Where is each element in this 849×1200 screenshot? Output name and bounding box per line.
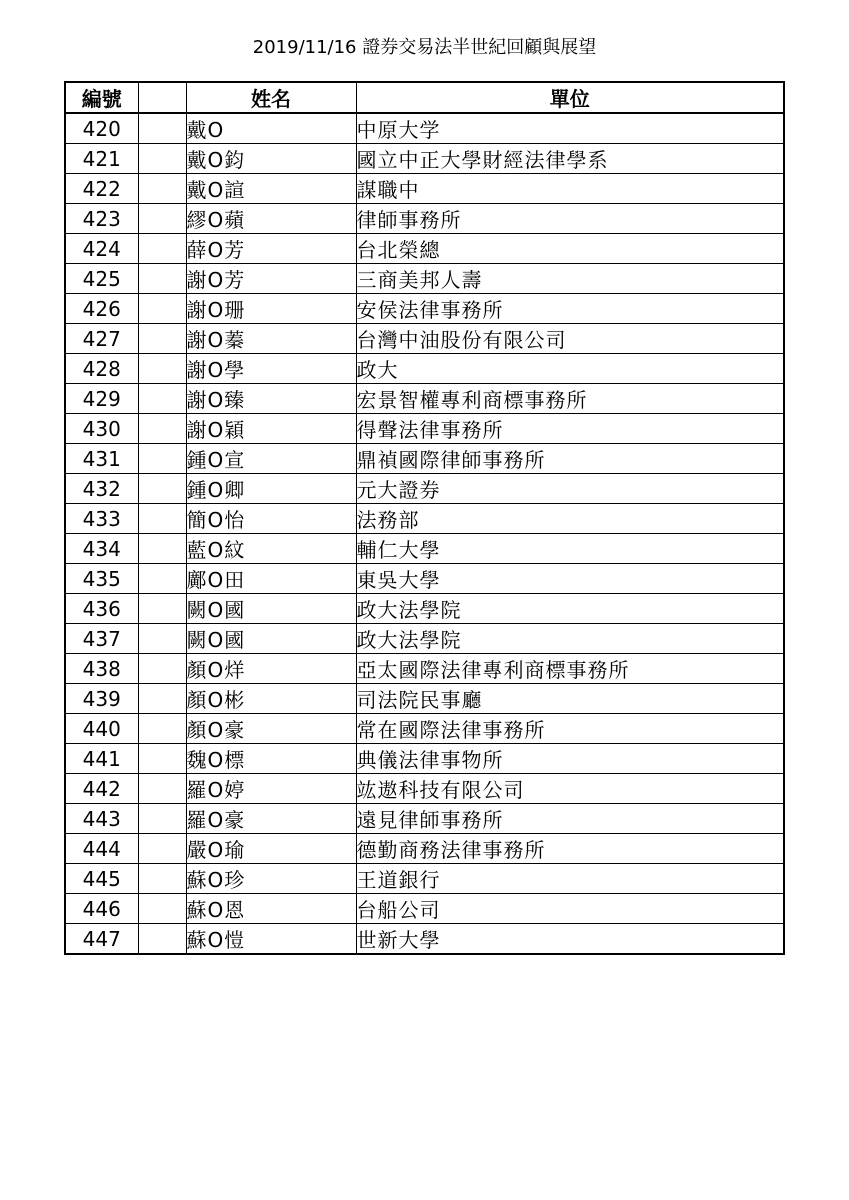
attendee-table <box>64 81 785 955</box>
row-blank-cell <box>138 234 186 264</box>
row-number: 426 <box>65 294 138 324</box>
row-blank-cell <box>138 174 186 204</box>
row-number: 435 <box>65 564 138 594</box>
row-blank-cell <box>138 924 186 955</box>
row-name: 簡O怡 <box>186 504 356 534</box>
row-number: 443 <box>65 804 138 834</box>
row-name: 薛O芳 <box>186 234 356 264</box>
table-row <box>65 504 784 534</box>
row-unit: 元大證券 <box>356 474 784 504</box>
row-blank-cell <box>138 714 186 744</box>
table-body <box>65 113 784 954</box>
row-unit: 政大 <box>356 354 784 384</box>
row-unit: 典儀法律事物所 <box>356 744 784 774</box>
table-row <box>65 204 784 234</box>
row-number: 437 <box>65 624 138 654</box>
row-name: 謝O蓁 <box>186 324 356 354</box>
table-row <box>65 174 784 204</box>
row-name: 蘇O恩 <box>186 894 356 924</box>
row-name: 戴O鈞 <box>186 144 356 174</box>
table-row <box>65 864 784 894</box>
row-blank-cell <box>138 354 186 384</box>
row-blank-cell <box>138 744 186 774</box>
row-name: 顏O豪 <box>186 714 356 744</box>
row-blank-cell <box>138 504 186 534</box>
table-row <box>65 234 784 264</box>
table-row <box>65 834 784 864</box>
row-name: 謝O珊 <box>186 294 356 324</box>
row-blank-cell <box>138 564 186 594</box>
row-unit: 鼎禎國際律師事務所 <box>356 444 784 474</box>
row-name: 嚴O瑜 <box>186 834 356 864</box>
table-row <box>65 534 784 564</box>
table-row <box>65 414 784 444</box>
row-number: 440 <box>65 714 138 744</box>
row-number: 424 <box>65 234 138 264</box>
row-name: 鄺O田 <box>186 564 356 594</box>
row-number: 422 <box>65 174 138 204</box>
row-blank-cell <box>138 113 186 144</box>
table-row <box>65 564 784 594</box>
row-blank-cell <box>138 294 186 324</box>
table-row <box>65 894 784 924</box>
row-unit: 政大法學院 <box>356 594 784 624</box>
row-number: 444 <box>65 834 138 864</box>
row-number: 432 <box>65 474 138 504</box>
table-row <box>65 354 784 384</box>
row-number: 436 <box>65 594 138 624</box>
row-unit: 政大法學院 <box>356 624 784 654</box>
row-name: 戴O諠 <box>186 174 356 204</box>
row-unit: 輔仁大學 <box>356 534 784 564</box>
row-number: 421 <box>65 144 138 174</box>
row-name: 謝O學 <box>186 354 356 384</box>
row-name: 謝O臻 <box>186 384 356 414</box>
table-row <box>65 264 784 294</box>
row-blank-cell <box>138 534 186 564</box>
row-name: 羅O婷 <box>186 774 356 804</box>
table-row <box>65 474 784 504</box>
row-name: 謝O芳 <box>186 264 356 294</box>
row-blank-cell <box>138 624 186 654</box>
table-row <box>65 594 784 624</box>
row-name: 藍O紋 <box>186 534 356 564</box>
row-blank-cell <box>138 654 186 684</box>
row-blank-cell <box>138 474 186 504</box>
row-blank-cell <box>138 264 186 294</box>
row-number: 423 <box>65 204 138 234</box>
row-unit: 律師事務所 <box>356 204 784 234</box>
table-header-row <box>65 82 784 113</box>
row-name: 羅O豪 <box>186 804 356 834</box>
row-number: 433 <box>65 504 138 534</box>
table-row <box>65 324 784 354</box>
table-row <box>65 144 784 174</box>
row-blank-cell <box>138 144 186 174</box>
row-name: 蘇O愷 <box>186 924 356 955</box>
row-number: 438 <box>65 654 138 684</box>
row-number: 420 <box>65 113 138 144</box>
table-row <box>65 804 784 834</box>
table-row <box>65 113 784 144</box>
row-number: 428 <box>65 354 138 384</box>
row-number: 427 <box>65 324 138 354</box>
row-name: 顏O烊 <box>186 654 356 684</box>
table-row <box>65 744 784 774</box>
row-unit: 世新大學 <box>356 924 784 955</box>
row-blank-cell <box>138 384 186 414</box>
table-row <box>65 654 784 684</box>
table-row <box>65 294 784 324</box>
row-number: 442 <box>65 774 138 804</box>
row-number: 445 <box>65 864 138 894</box>
row-unit: 德勤商務法律事務所 <box>356 834 784 864</box>
row-blank-cell <box>138 444 186 474</box>
row-unit: 安侯法律事務所 <box>356 294 784 324</box>
row-name: 闕O國 <box>186 594 356 624</box>
row-unit: 國立中正大學財經法律學系 <box>356 144 784 174</box>
row-name: 蘇O珍 <box>186 864 356 894</box>
row-number: 425 <box>65 264 138 294</box>
row-unit: 司法院民事廳 <box>356 684 784 714</box>
row-blank-cell <box>138 834 186 864</box>
row-name: 繆O蘋 <box>186 204 356 234</box>
table-row <box>65 714 784 744</box>
row-unit: 王道銀行 <box>356 864 784 894</box>
row-name: 鍾O卿 <box>186 474 356 504</box>
row-blank-cell <box>138 804 186 834</box>
row-blank-cell <box>138 684 186 714</box>
row-unit: 台船公司 <box>356 894 784 924</box>
row-blank-cell <box>138 414 186 444</box>
row-name: 戴O <box>186 113 356 144</box>
header-name: 姓名 <box>186 82 356 113</box>
header-unit: 單位 <box>356 82 784 113</box>
row-unit: 得聲法律事務所 <box>356 414 784 444</box>
row-blank-cell <box>138 774 186 804</box>
row-unit: 三商美邦人壽 <box>356 264 784 294</box>
table-row <box>65 684 784 714</box>
row-blank-cell <box>138 864 186 894</box>
row-unit: 中原大学 <box>356 113 784 144</box>
row-number: 441 <box>65 744 138 774</box>
row-unit: 謀職中 <box>356 174 784 204</box>
row-number: 430 <box>65 414 138 444</box>
row-blank-cell <box>138 324 186 354</box>
row-name: 闕O國 <box>186 624 356 654</box>
row-unit: 宏景智權專利商標事務所 <box>356 384 784 414</box>
row-number: 429 <box>65 384 138 414</box>
row-unit: 常在國際法律事務所 <box>356 714 784 744</box>
row-blank-cell <box>138 894 186 924</box>
page-title: 2019/11/16 證券交易法半世紀回顧與展望 <box>252 37 597 58</box>
row-number: 447 <box>65 924 138 955</box>
table-row <box>65 774 784 804</box>
row-blank-cell <box>138 594 186 624</box>
table-row <box>65 444 784 474</box>
row-name: 魏O標 <box>186 744 356 774</box>
row-name: 鍾O宣 <box>186 444 356 474</box>
row-number: 434 <box>65 534 138 564</box>
row-unit: 遠見律師事務所 <box>356 804 784 834</box>
row-number: 446 <box>65 894 138 924</box>
row-unit: 竑遨科技有限公司 <box>356 774 784 804</box>
row-unit: 台北榮總 <box>356 234 784 264</box>
row-blank-cell <box>138 204 186 234</box>
row-unit: 台灣中油股份有限公司 <box>356 324 784 354</box>
row-number: 431 <box>65 444 138 474</box>
row-unit: 亞太國際法律專利商標事務所 <box>356 654 784 684</box>
header-number: 編號 <box>65 82 138 113</box>
table-row <box>65 624 784 654</box>
row-name: 顏O彬 <box>186 684 356 714</box>
table-row <box>65 384 784 414</box>
table-row <box>65 924 784 955</box>
header-blank <box>138 82 186 113</box>
row-unit: 東吳大學 <box>356 564 784 594</box>
row-unit: 法務部 <box>356 504 784 534</box>
row-number: 439 <box>65 684 138 714</box>
row-name: 謝O穎 <box>186 414 356 444</box>
